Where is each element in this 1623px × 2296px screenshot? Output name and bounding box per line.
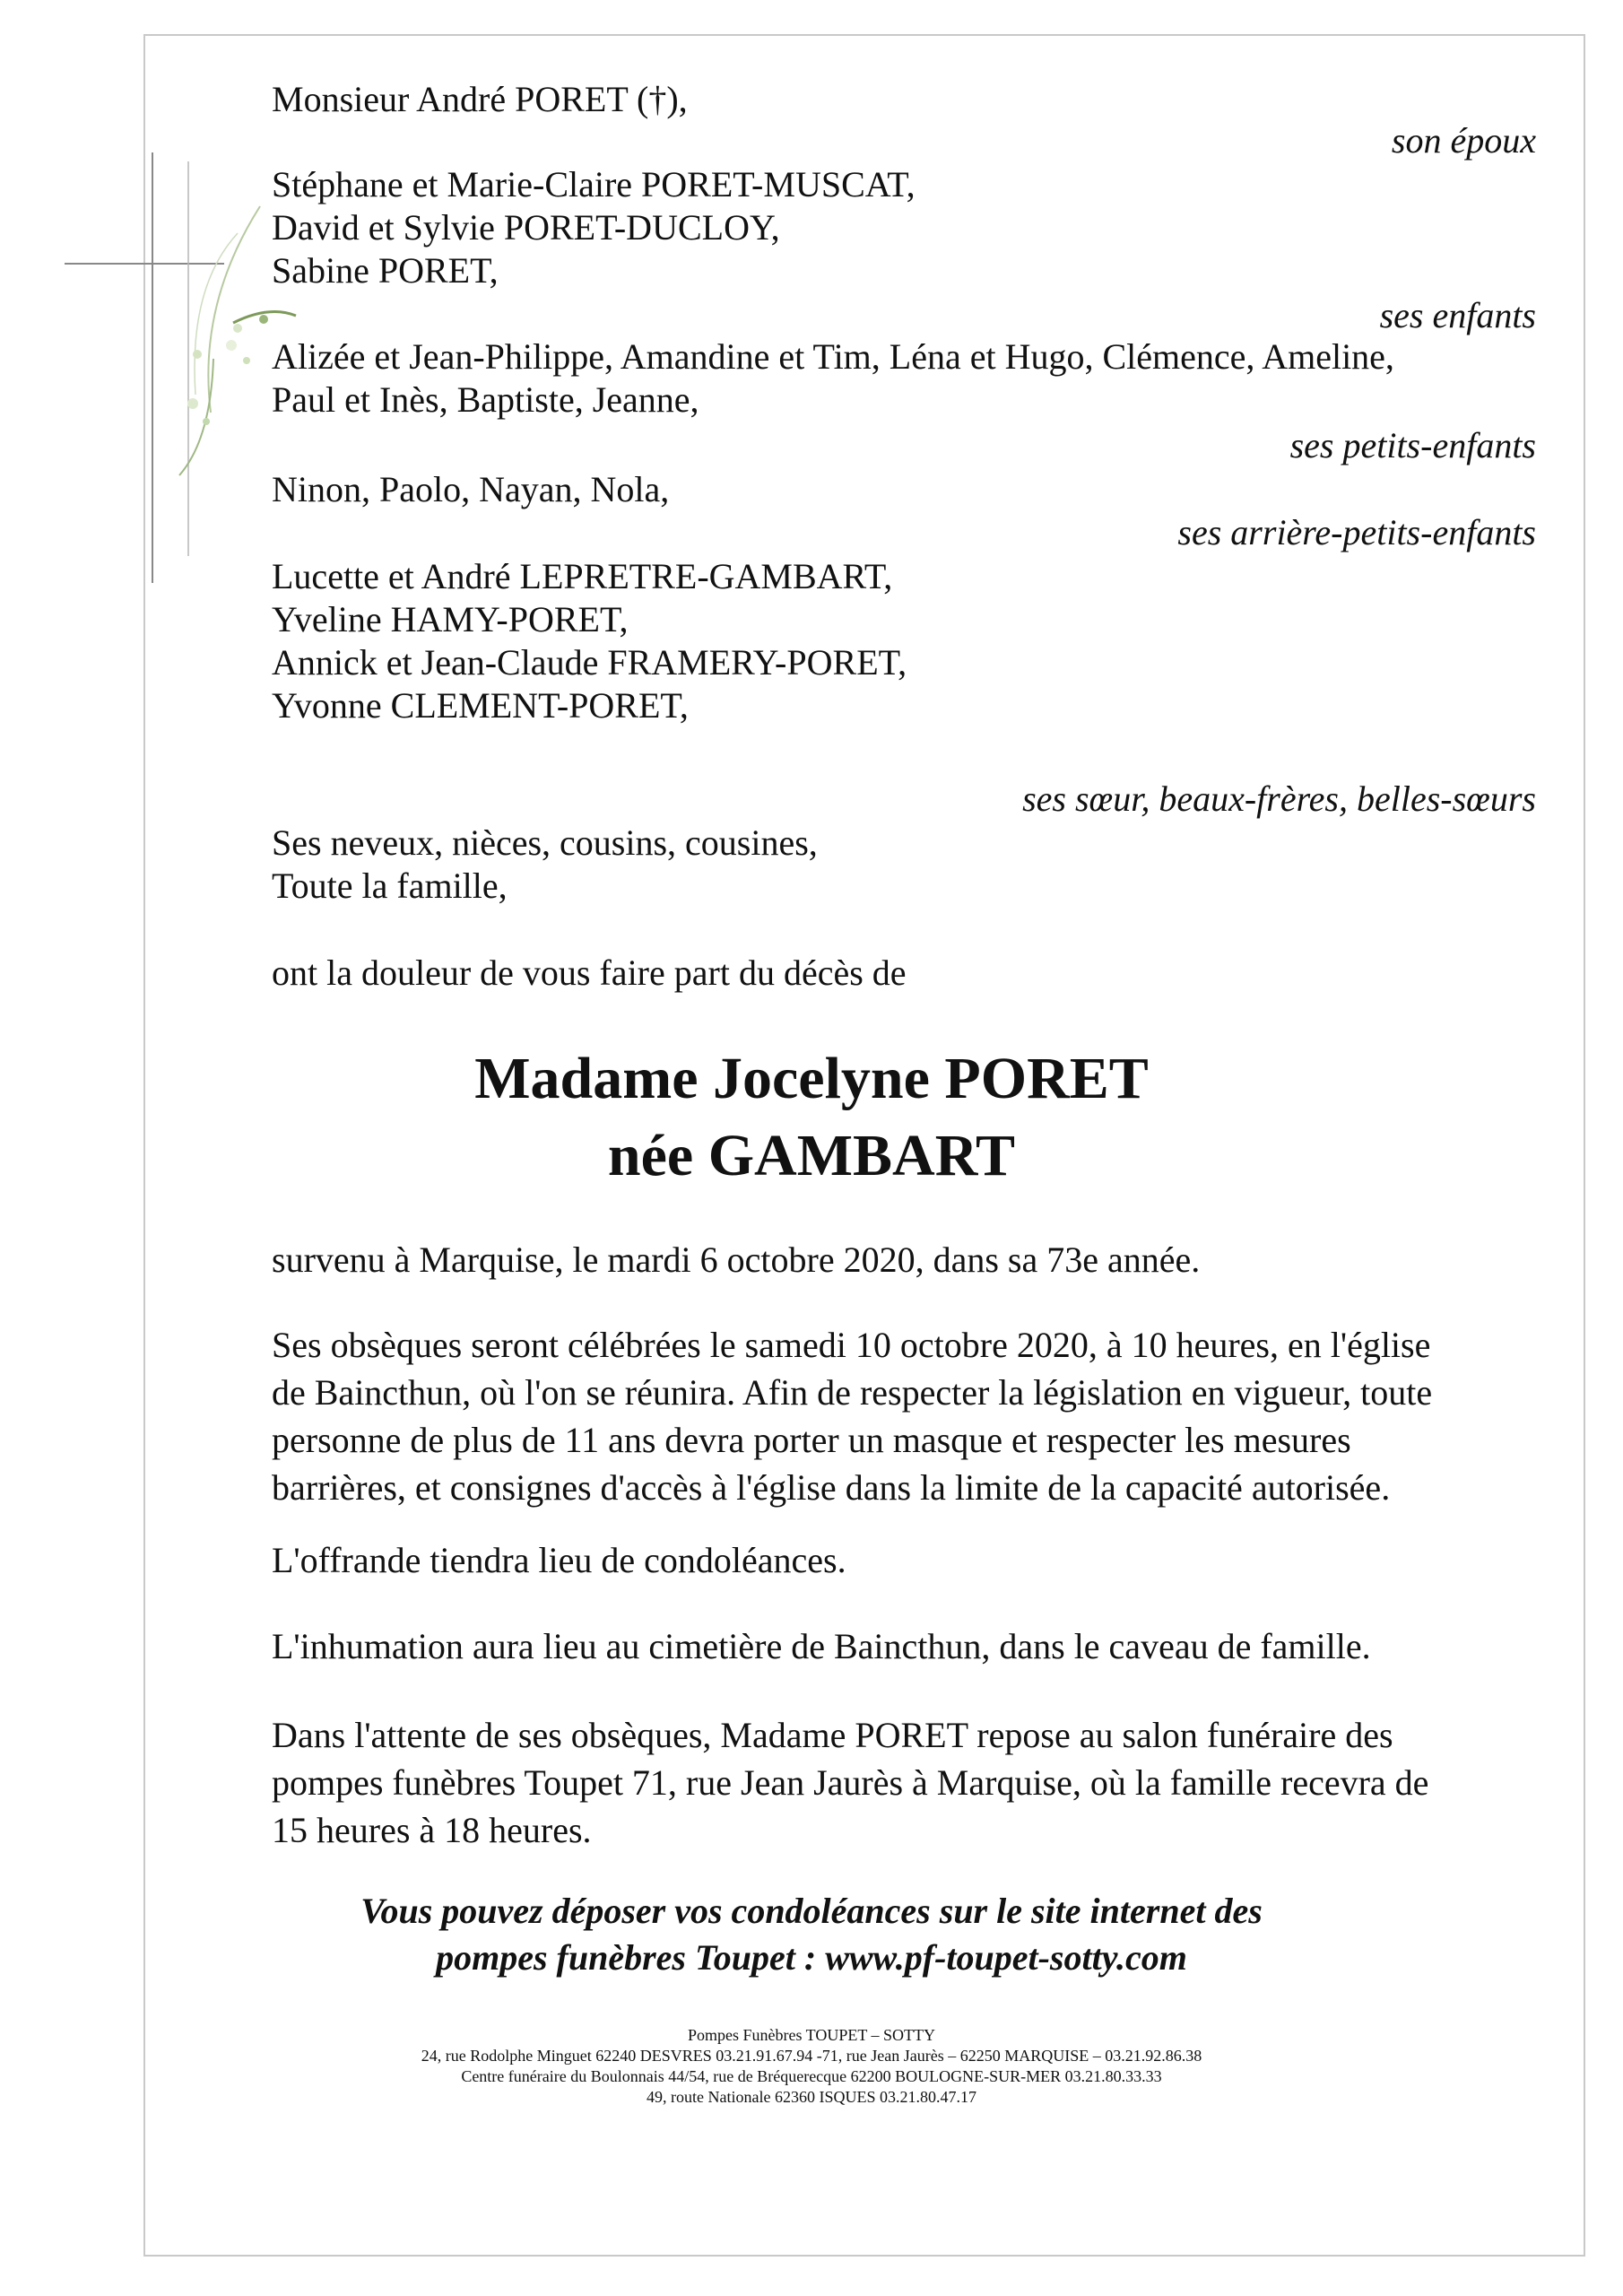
funeral-line: de Baincthun, où l'on se réunira. Afin de respecter la législation en vigueur, toute xyxy=(272,1372,1433,1413)
viewing-line: pompes funèbres Toupet 71, rue Jean Jaurès à Marquise, où la famille recevra de xyxy=(272,1762,1429,1803)
relation-great-grandchildren: ses arrière-petits-enfants xyxy=(1177,512,1536,552)
relation-spouse: son époux xyxy=(1391,120,1536,161)
viewing-paragraph xyxy=(272,1711,1545,1854)
footer-address: 24, rue Rodolphe Minguet 62240 DESVRES 03.21.91.67.94 -71, rue Jean Jaurès – 62250 MARQUISE – 03.21.92.86.38 xyxy=(421,2047,1202,2065)
sibling-name: Lucette et André LEPRETRE-GAMBART, xyxy=(272,556,893,596)
child-name: Stéphane et Marie-Claire PORET-MUSCAT, xyxy=(272,164,916,204)
footer-company: Pompes Funèbres TOUPET – SOTTY xyxy=(687,2026,935,2044)
child-name: Sabine PORET, xyxy=(272,250,499,291)
viewing-line: 15 heures à 18 heures. xyxy=(272,1810,592,1850)
viewing-line: Dans l'attente de ses obsèques, Madame PORET repose au salon funéraire des xyxy=(272,1715,1393,1755)
funeral-paragraph xyxy=(272,1321,1545,1511)
funeral-line: personne de plus de 11 ans devra porter un masque et respecter les mesures xyxy=(272,1420,1351,1460)
death-info: survenu à Marquise, le mardi 6 octobre 2020, dans sa 73e année. xyxy=(272,1239,1201,1280)
announcement-intro: ont la douleur de vous faire part du décès de xyxy=(272,952,907,993)
offering-text: L'offrande tiendra lieu de condoléances. xyxy=(272,1540,846,1580)
sibling-name: Annick et Jean-Claude FRAMERY-PORET, xyxy=(272,642,907,683)
condolences-line: Vous pouvez déposer vos condoléances sur le site internet des xyxy=(360,1891,1263,1931)
relation-grandchildren: ses petits-enfants xyxy=(1289,425,1536,465)
other-family: Ses neveux, nièces, cousins, cousines, xyxy=(272,822,818,863)
child-name: David et Sylvie PORET-DUCLOY, xyxy=(272,207,780,248)
grandchildren-names: Paul et Inès, Baptiste, Jeanne, xyxy=(272,379,699,420)
burial-text: L'inhumation aura lieu au cimetière de Baincthun, dans le caveau de famille. xyxy=(272,1626,1371,1666)
great-grandchildren-names: Ninon, Paolo, Nayan, Nola, xyxy=(272,469,670,509)
deceased-name: Madame Jocelyne PORET xyxy=(474,1046,1149,1111)
relation-children: ses enfants xyxy=(1379,295,1536,335)
sibling-name: Yveline HAMY-PORET, xyxy=(272,599,629,639)
grandchildren-names: Alizée et Jean-Philippe, Amandine et Tim, Léna et Hugo, Clémence, Ameline, xyxy=(272,336,1394,377)
relation-siblings: ses sœur, beaux-frères, belles-sœurs xyxy=(1022,778,1536,819)
funeral-line: barrières, et consignes d'accès à l'église dans la limite de la capacité autorisée. xyxy=(272,1467,1391,1508)
sibling-name: Yvonne CLEMENT-PORET, xyxy=(272,685,689,726)
deceased-maiden-name: née GAMBART xyxy=(607,1123,1016,1188)
other-family: Toute la famille, xyxy=(272,865,508,906)
spouse-name: Monsieur André PORET (†), xyxy=(272,79,688,119)
funeral-home-footer xyxy=(0,2025,1623,2108)
footer-address: 49, route Nationale 62360 ISQUES 03.21.80.47.17 xyxy=(647,2088,976,2106)
condolences-website[interactable]: pompes funèbres Toupet : www.pf-toupet-sotty.com xyxy=(436,1937,1187,1978)
footer-address: Centre funéraire du Boulonnais 44/54, rue de Bréquerecque 62200 BOULOGNE-SUR-MER 03.21.80.33.33 xyxy=(461,2067,1162,2085)
funeral-line: Ses obsèques seront célébrées le samedi 10 octobre 2020, à 10 heures, en l'église xyxy=(272,1325,1431,1365)
